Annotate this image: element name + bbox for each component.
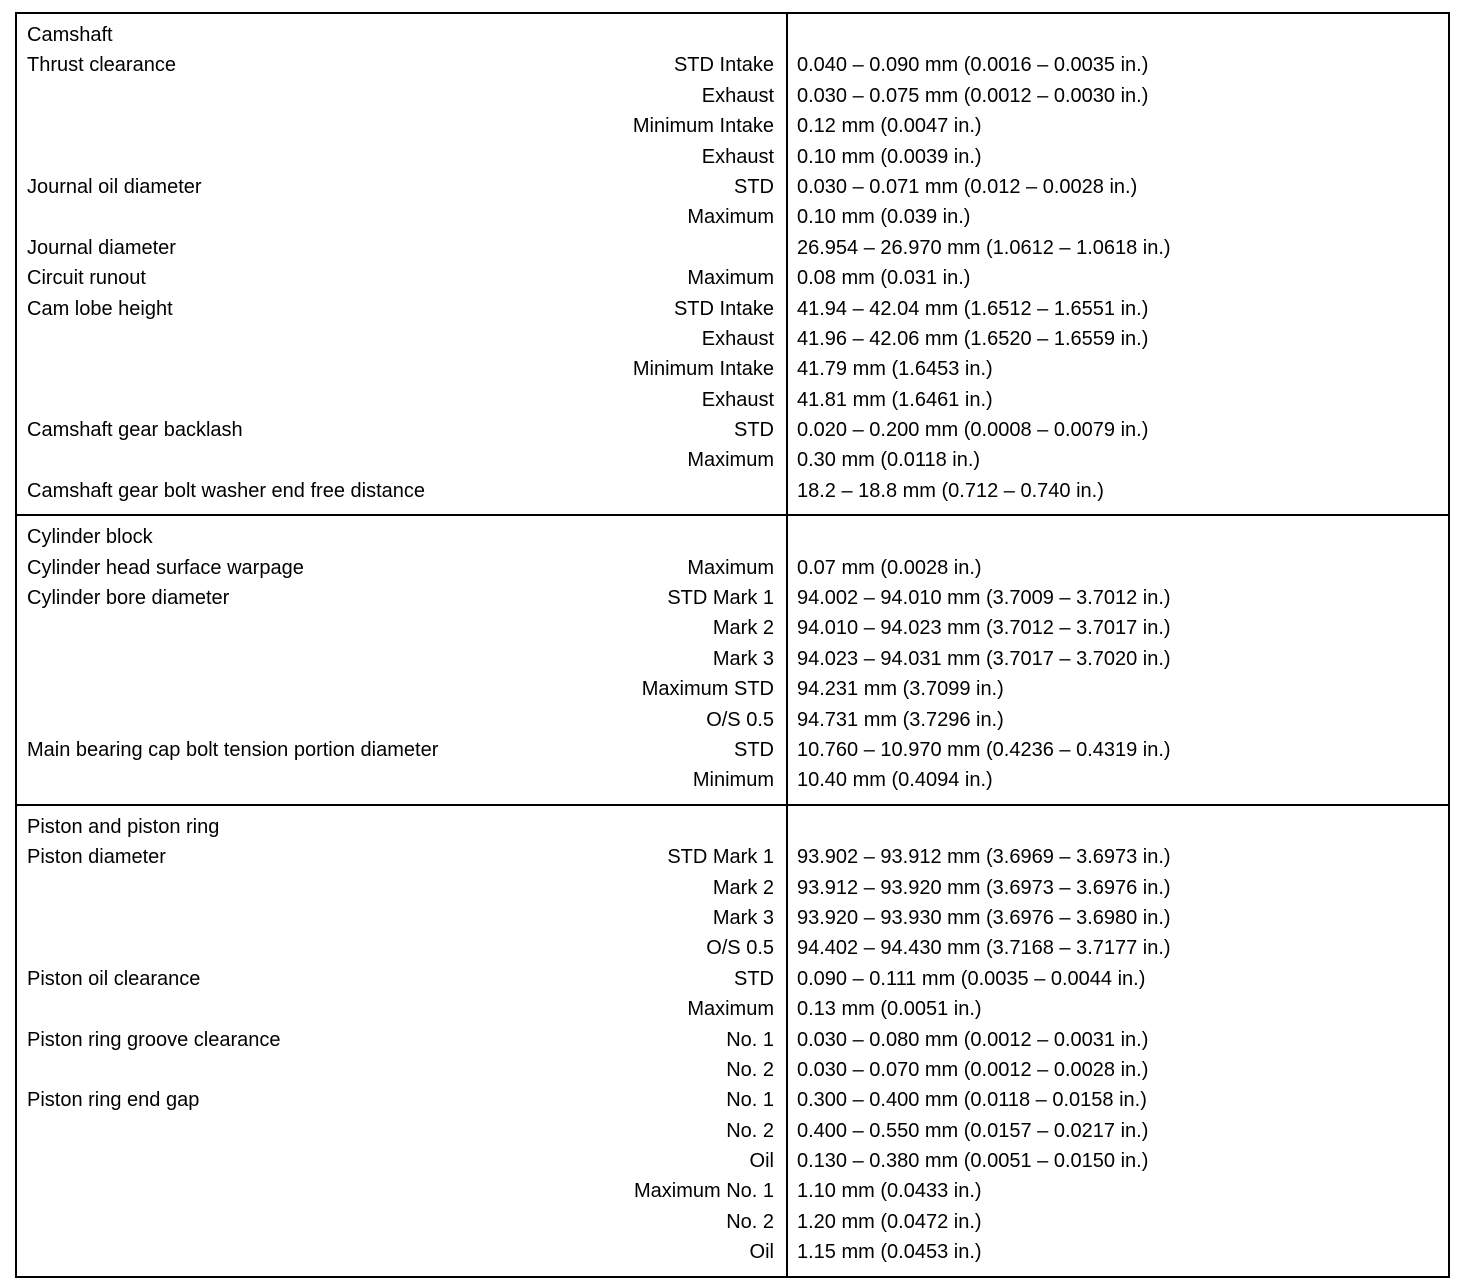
spec-condition: Maximum [687,556,774,579]
section-title: Camshaft [27,24,113,46]
section-title-line [17,20,786,50]
specification-table-body [16,13,1449,1277]
spec-row-label [17,1055,786,1085]
spec-row-label [17,903,786,933]
spec-row-label [17,1085,786,1115]
spec-condition: STD Intake [673,54,774,77]
spec-item-name: Circuit runout [27,267,146,290]
section-left-cell [16,805,787,1277]
spec-value: 26.954 – 26.970 mm (1.0612 – 1.0618 in.) [797,236,1171,259]
spec-item-name: Camshaft gear bolt washer end free distance [27,479,425,502]
spec-condition: No. 2 [726,1058,774,1081]
spec-value: 0.30 mm (0.0118 in.) [797,449,981,472]
spec-value: 94.023 – 94.031 mm (3.7017 – 3.7020 in.) [797,647,1171,670]
spec-condition: Minimum Intake [632,115,774,138]
spec-value: 41.94 – 42.04 mm (1.6512 – 1.6551 in.) [797,297,1149,320]
spec-condition: STD [734,967,774,990]
spec-row-label [17,1116,786,1146]
spec-value: 94.010 – 94.023 mm (3.7012 – 3.7017 in.) [797,617,1171,640]
specification-table [15,12,1450,1278]
spec-row-label [17,81,786,111]
spec-item-name: Piston ring end gap [27,1089,200,1112]
spec-row-label [17,873,786,903]
spec-row-label [17,142,786,172]
spec-condition: STD [734,738,774,761]
section-left-cell [16,13,787,515]
spec-condition: Maximum STD [641,678,774,701]
spec-condition: No. 1 [726,1028,774,1051]
spec-value: 0.10 mm (0.0039 in.) [797,145,982,168]
spec-row-label [17,583,786,613]
spec-row-label [17,111,786,141]
spec-condition: No. 1 [726,1089,774,1112]
spec-item-name: Thrust clearance [27,54,176,77]
spec-row-label [17,735,786,765]
spec-row-label [17,1176,786,1206]
section-title-line [17,522,786,552]
spec-value: 0.020 – 0.200 mm (0.0008 – 0.0079 in.) [797,419,1149,442]
spec-row-label [17,233,786,263]
spec-item-name: Cam lobe height [27,297,173,320]
spec-condition: Maximum [687,449,774,472]
spec-row-label [17,50,786,80]
spec-value: 93.912 – 93.920 mm (3.6973 – 3.6976 in.) [797,876,1171,899]
spec-condition: Exhaust [701,145,774,168]
spec-value: 1.15 mm (0.0453 in.) [797,1241,982,1264]
section-right-cell [787,515,1449,805]
spec-condition: Mark 3 [712,647,774,670]
spec-condition: Mark 3 [712,906,774,929]
spec-item-name: Main bearing cap bolt tension portion diameter [27,738,439,761]
spec-value: 0.300 – 0.400 mm (0.0118 – 0.0158 in.) [797,1089,1147,1112]
spec-row-label [17,415,786,445]
spec-item-name: Cylinder head surface warpage [27,556,304,579]
spec-condition: Maximum [687,206,774,229]
spec-row-label [17,1025,786,1055]
spec-condition: Minimum [692,769,774,792]
spec-row-label [17,705,786,735]
spec-row-label [17,1237,786,1267]
spec-condition: Maximum No. 1 [633,1180,774,1203]
spec-row-label [17,613,786,643]
spec-value: 10.40 mm (0.4094 in.) [797,769,993,792]
spec-row-label [17,445,786,475]
spec-value: 10.760 – 10.970 mm (0.4236 – 0.4319 in.) [797,738,1171,761]
spec-row-label [17,933,786,963]
spec-condition: Oil [749,1241,774,1264]
spec-condition: Mark 2 [712,876,774,899]
spec-condition: Oil [749,1150,774,1173]
section-left-cell [16,515,787,805]
spec-value: 0.030 – 0.070 mm (0.0012 – 0.0028 in.) [797,1058,1149,1081]
spec-value: 0.030 – 0.071 mm (0.012 – 0.0028 in.) [797,175,1138,198]
blank-value-line [788,812,1448,842]
spec-row-label [17,385,786,415]
spec-item-name: Camshaft gear backlash [27,419,243,442]
spec-value: 0.130 – 0.380 mm (0.0051 – 0.0150 in.) [797,1150,1149,1173]
spec-item-name: Piston oil clearance [27,967,201,990]
spec-condition: Mark 2 [712,617,774,640]
spec-item-name: Journal diameter [27,236,176,259]
section-right-cell [787,805,1449,1277]
spec-condition: Exhaust [701,388,774,411]
spec-value: 93.920 – 93.930 mm (3.6976 – 3.6980 in.) [797,906,1171,929]
spec-row-label [17,674,786,704]
spec-value: 0.08 mm (0.031 in.) [797,267,971,290]
spec-condition: STD [734,419,774,442]
spec-value: 94.002 – 94.010 mm (3.7009 – 3.7012 in.) [797,587,1171,610]
spec-item-name: Piston diameter [27,846,166,869]
spec-condition: STD Mark 1 [667,587,774,610]
spec-row-label [17,842,786,872]
spec-condition: STD Intake [673,297,774,320]
spec-row-label [17,1207,786,1237]
spec-row-label [17,476,786,506]
spec-condition: O/S 0.5 [706,708,774,731]
spec-value: 41.96 – 42.06 mm (1.6520 – 1.6559 in.) [797,327,1149,350]
spec-row-label [17,553,786,583]
spec-condition: Maximum [687,998,774,1021]
spec-value: 1.10 mm (0.0433 in.) [797,1180,982,1203]
spec-value: 41.81 mm (1.6461 in.) [797,388,993,411]
spec-condition: Exhaust [701,327,774,350]
spec-condition: Maximum [687,267,774,290]
spec-value: 0.030 – 0.075 mm (0.0012 – 0.0030 in.) [797,84,1149,107]
spec-row-label [17,202,786,232]
spec-condition: No. 2 [726,1119,774,1142]
spec-row-label [17,994,786,1024]
spec-value: 94.402 – 94.430 mm (3.7168 – 3.7177 in.) [797,937,1171,960]
spec-value: 0.040 – 0.090 mm (0.0016 – 0.0035 in.) [797,54,1149,77]
section-title: Piston and piston ring [27,815,220,838]
spec-condition: Exhaust [701,84,774,107]
spec-condition: STD [734,175,774,198]
spec-condition: STD Mark 1 [667,846,774,869]
spec-value: 94.231 mm (3.7099 in.) [797,678,1004,701]
spec-value: 41.79 mm (1.6453 in.) [797,358,993,381]
section-row [16,805,1449,1277]
spec-value: 0.13 mm (0.0051 in.) [797,998,982,1021]
spec-row-label [17,964,786,994]
section-title: Cylinder block [27,526,153,549]
blank-value-line [788,522,1448,552]
spec-item-name: Journal oil diameter [27,175,202,198]
blank-value-line [788,20,1448,50]
section-title-line [17,812,786,842]
spec-condition: No. 2 [726,1210,774,1233]
spec-value: 0.12 mm (0.0047 in.) [797,115,982,138]
spec-condition: O/S 0.5 [706,937,774,960]
spec-row-label [17,765,786,795]
spec-value: 93.902 – 93.912 mm (3.6969 – 3.6973 in.) [797,846,1171,869]
section-right-cell [787,13,1449,515]
spec-row-label [17,172,786,202]
spec-row-label [17,263,786,293]
section-row [16,13,1449,515]
spec-row-label [17,294,786,324]
spec-row-label [17,354,786,384]
spec-item-name: Cylinder bore diameter [27,587,230,610]
spec-row-label [17,324,786,354]
spec-value: 0.090 – 0.111 mm (0.0035 – 0.0044 in.) [797,967,1146,990]
spec-row-label [17,1146,786,1176]
spec-condition: Minimum Intake [632,358,774,381]
spec-value: 1.20 mm (0.0472 in.) [797,1210,982,1233]
spec-value: 0.07 mm (0.0028 in.) [797,556,982,579]
spec-value: 18.2 – 18.8 mm (0.712 – 0.740 in.) [797,479,1104,502]
section-row [16,515,1449,805]
spec-value: 94.731 mm (3.7296 in.) [797,708,1004,731]
spec-item-name: Piston ring groove clearance [27,1028,281,1051]
spec-value: 0.10 mm (0.039 in.) [797,206,971,229]
spec-row-label [17,644,786,674]
spec-value: 0.030 – 0.080 mm (0.0012 – 0.0031 in.) [797,1028,1149,1051]
spec-value: 0.400 – 0.550 mm (0.0157 – 0.0217 in.) [797,1119,1149,1142]
